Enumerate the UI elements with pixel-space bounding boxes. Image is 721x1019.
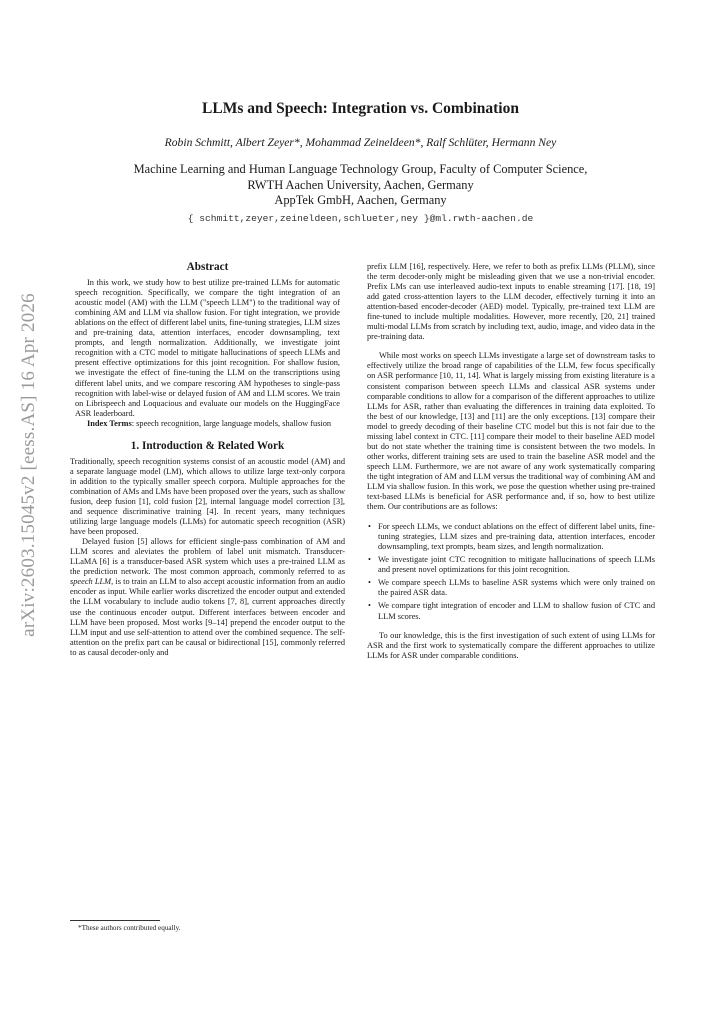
intro-paragraph-2a: Delayed fusion [5] allows for efficient single-pass combination of AM and LLM scores and aleviates the problem of label unit mismatch. Transducer-LLaMA [6] is a transducer-based ASR system which uses a pre-trained LLM as the prediction network. The most common approach, commonly referred to as [70, 537, 345, 577]
section-heading-intro: 1. Introduction & Related Work [130, 439, 285, 452]
abstract-heading: Abstract [186, 261, 229, 273]
paper-authors: Robin Schmitt, Albert Zeyer*, Mohammad Zeineldeen*, Ralf Schlüter, Hermann Ney [164, 136, 557, 149]
intro-paragraph-2 [70, 537, 345, 658]
intro-closing-paragraph: To our knowledge, this is the first investigation of such extent of using LLMs for ASR and the first work to systematically compare the different approaches to utilize LLMs for ASR under comparable conditions. [367, 630, 655, 660]
abstract-section [70, 278, 345, 429]
footnote-rule [70, 920, 160, 921]
author-emails: { schmitt,zeyer,zeineldeen,schlueter,ney }@ml.rwth-aachen.de [187, 213, 534, 224]
contributions-list [367, 522, 655, 621]
index-terms-label: Index Terms [87, 418, 132, 428]
affiliation-line-2: RWTH Aachen University, Aachen, Germany [247, 177, 474, 192]
speech-llm-term: speech LLM [70, 577, 112, 587]
footnote-text: *These authors contributed equally. [78, 924, 181, 932]
intro-paragraph-3: prefix LLM [16], respectively. Here, we refer to both as prefix LLMs (PLLM), since the term decoder-only might be misleading given that we use a non-trivial encoder. Prefix LMs can use interleaved audio-text inputs to enable streaming [17]. [18, 19] add gated cross-attention layers to the LLM decoder, effectively turning it into an attention-based encoder-decoder (AED) model. Typically, pre-trained text LLM are fine-tuned to include multiple modalities. However, more recently, [20, 21] trained multi-modal LLMs from scratch by including text, audio, image, and video data in the pre-training data. [367, 262, 655, 342]
abstract-body: In this work, we study how to best utilize pre-trained LLMs for automatic speech recognition. Specifically, we compare the tight integration of an acoustic model (AM) with the LLM ("speech LLM") to the traditional way of combining AM and LLM via shallow fusion. For tight integration, we provide ablations on the effect of different label units, fine-tuning strategies, LLM sizes and pre-training data, attention interfaces, encoder downsampling, text prompts, and length normalization. Additionally, we investigate joint recognition with a CTC model to mitigate hallucinations of speech LLMs and present effective optimizations for this joint recognition. For shallow fusion, we investigate the effect of fine-tuning the LLM on the transcriptions using different label units, and we compare rescoring AM hypotheses to single-pass recognition with label-wise or delayed fusion of AM and LLM scores. We train on Librispeech and Loquacious and evaluate our models on the HuggingFace ASR leaderboard. [75, 278, 340, 418]
footnote [70, 920, 345, 933]
paper-title: LLMs and Speech: Integration vs. Combination [202, 100, 519, 117]
arxiv-identifier-text: arXiv:2603.15045v2 [eess.AS] 16 Apr 2026 [18, 293, 39, 637]
right-column [367, 262, 655, 661]
affiliation-line-3: AppTek GmbH, Aachen, Germany [274, 193, 447, 208]
index-terms-text: : speech recognition, large language models, shallow fusion [131, 418, 332, 428]
contribution-item: • We compare tight integration of encoder and LLM to shallow fusion of CTC and LLM scores. [378, 601, 655, 621]
intro-paragraph-4: While most works on speech LLMs investigate a large set of downstream tasks to effectively utilize the broad range of capabilities of the LLM, few focus specifically on ASR performance [10, 11, 14]. What is largely missing from existing literature is a consistent comparison between speech LLMs and classical ASR systems under comparable conditions to allow for a comparison of the different approaches to utilize LLMs for ASR, rather than evaluating the differences in training data exploited. To the best of our knowledge, [13] and [11] are the only exceptions. [13] compare their model to greedy decoding of their baseline CTC model but this is not fair due to the missing label context in CTC. [11] compare their model to their baseline AED model but do not state whether the training time is consistent between the two models. In other works, different training sets are used to train the baseline ASR model and the speech LLM. Furthermore, we are not aware of any work systematically comparing the tight integration of AM and LLM versus the traditional way of combining AM and LLM via shallow fusion. In this work, we pose the question whether using pre-trained text-based LLMs is beneficial for ASR performance and, if so, how to best utilize them. Our contributions are as follows: [367, 351, 655, 512]
arxiv-identifier [12, 290, 46, 640]
contribution-item: • We investigate joint CTC recognition to mitigate hallucinations of speech LLMs and present novel optimizations for this joint recognition. [378, 555, 655, 575]
left-column [70, 262, 345, 658]
index-terms [75, 419, 340, 429]
intro-paragraph-1: Traditionally, speech recognition systems consist of an acoustic model (AM) and a separate language model (LM), which allows to utilize large text-only corpora in addition to the typically smaller speech corpora. Multiple approaches for the combination of AMs and LMs have been proposed over the years, such as shallow fusion, deep fusion [1], cold fusion [2], internal language model correction [3], and sequence discriminative training [4]. In recent years, many techniques utilizing large language models (LLMs) for automatic speech recognition (ASR) have been proposed. [70, 456, 345, 537]
intro-paragraph-2b: , is to train an LLM to also accept acoustic information from an audio encoder as input. While earlier works discretized the encoder output and extended the LLM vocabulary to include audio tokens [7, 8], current approaches directly use the continuous encoder output. Different interfaces between encoder and LLM have been proposed. Most works [9–14] prepend the encoder output to the LLM input and use self-attention to attend over the combined sequence. The self-attention on the prefix part can be causal or bidirectional [15], commonly referred to as causal decoder-only and [70, 577, 345, 657]
contribution-item: • For speech LLMs, we conduct ablations on the effect of different label units, fine-tuning strategies, LLM sizes and pre-training data, attention interfaces, encoder downsampling, text prompts, beam sizes, and length normalization. [378, 522, 655, 552]
contribution-item: • We compare speech LLMs to baseline ASR systems which were only trained on the paired ASR data. [378, 578, 655, 598]
affiliation-block [0, 162, 721, 209]
affiliation-line-1: Machine Learning and Human Language Technology Group, Faculty of Computer Science, [133, 162, 588, 176]
